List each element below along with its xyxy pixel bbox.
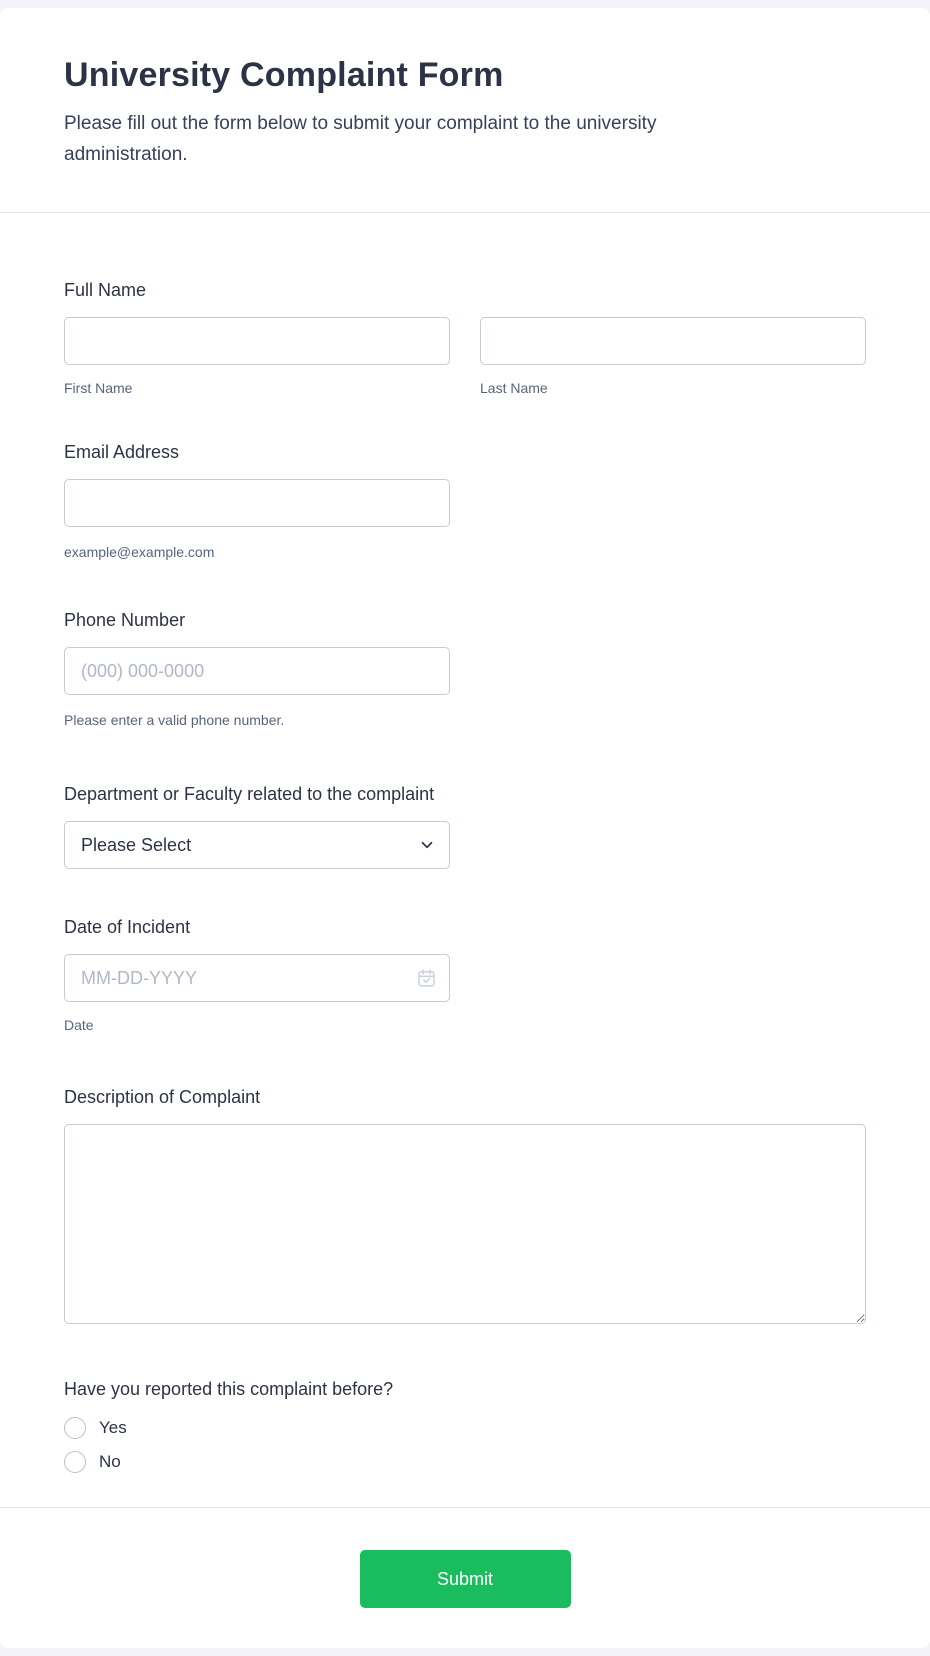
incident-date-sublabel: Date — [64, 1017, 94, 1033]
field-department — [64, 783, 866, 869]
email-label: Email Address — [64, 442, 180, 462]
full-name-label: Full Name — [64, 280, 147, 300]
form-header — [0, 8, 930, 212]
page-title: University Complaint Form — [64, 56, 504, 94]
radio-option-yes[interactable] — [64, 1417, 866, 1439]
reported-before-label: Have you reported this complaint before? — [64, 1379, 394, 1399]
header-divider — [0, 212, 930, 213]
last-name-sublabel: Last Name — [480, 380, 548, 396]
form-body — [0, 279, 930, 1507]
field-email — [64, 441, 866, 561]
field-reported-before — [64, 1378, 866, 1507]
first-name-input[interactable] — [64, 317, 450, 365]
email-hint: example@example.com — [64, 544, 215, 560]
radio-label-yes: Yes — [99, 1418, 127, 1437]
field-full-name — [64, 279, 866, 397]
form-footer — [0, 1508, 930, 1648]
radio-label-no: No — [99, 1452, 121, 1471]
field-incident-date — [64, 916, 866, 1034]
first-name-sublabel: First Name — [64, 380, 133, 396]
email-input[interactable] — [64, 479, 450, 527]
form-card — [0, 8, 930, 1648]
phone-input[interactable] — [64, 647, 450, 695]
form-subtitle: Please fill out the form below to submit your complaint to the university administration. — [64, 113, 657, 165]
radio-option-no[interactable] — [64, 1451, 866, 1473]
department-select[interactable] — [64, 821, 450, 869]
incident-date-input[interactable] — [64, 954, 450, 1002]
submit-button[interactable]: Submit — [360, 1550, 571, 1608]
calendar-check-icon[interactable] — [416, 968, 437, 989]
incident-date-label: Date of Incident — [64, 917, 191, 937]
radio-button-no[interactable] — [64, 1451, 86, 1473]
description-label: Description of Complaint — [64, 1087, 261, 1107]
department-label: Department or Faculty related to the complaint — [64, 784, 435, 804]
first-name-column — [64, 317, 450, 397]
last-name-input[interactable] — [480, 317, 866, 365]
reported-before-options — [64, 1417, 866, 1473]
field-phone — [64, 609, 866, 729]
phone-hint: Please enter a valid phone number. — [64, 712, 285, 728]
field-description — [64, 1086, 866, 1329]
last-name-column — [480, 317, 866, 397]
description-textarea[interactable] — [64, 1124, 866, 1324]
radio-button-yes[interactable] — [64, 1417, 86, 1439]
phone-label: Phone Number — [64, 610, 186, 630]
